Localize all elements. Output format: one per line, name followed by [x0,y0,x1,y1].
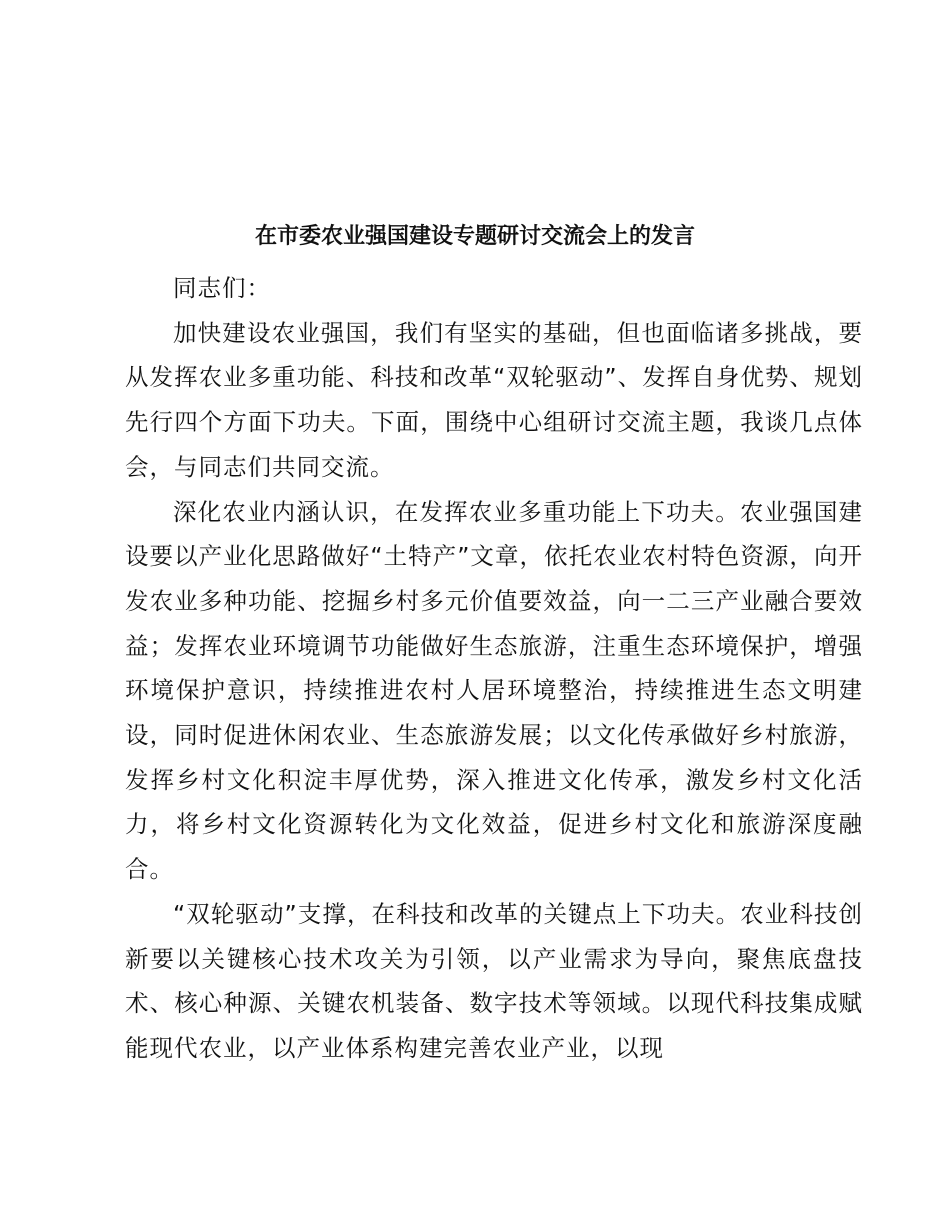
paragraph-2: 深化农业内涵认识，在发挥农业多重功能上下功夫。农业强国建设要以产业化思路做好“土特产”文章，依托农业农村特色资源，向开发农业多种功能、挖掘乡村多元价值要效益，向一二三产业融合要效益；发挥农业环境调节功能做好生态旅游，注重生态环境保护，增强环境保护意识，持续推进农村人居环境整治，持续推进生态文明建设，同时促进休闲农业、生态旅游发展；以文化传承做好乡村旅游，发挥乡村文化积淀丰厚优势，深入推进文化传承，激发乡村文化活力，将乡村文化资源转化为文化效益，促进乡村文化和旅游深度融合。 [125,497,863,884]
document-body [125,266,863,1071]
paragraph-3: “双轮驱动”支撑，在科技和改革的关键点上下功夫。农业科技创新要以关键核心技术攻关为引领，以产业需求为导向，聚焦底盘技术、核心种源、关键农机装备、数字技术等领域。以现代科技集成赋能现代农业，以产业体系构建完善农业产业，以现 [125,899,863,1062]
document-title: 在市委农业强国建设专题研讨交流会上的发言 [254,223,695,249]
paragraph-1: 加快建设农业强国，我们有坚实的基础，但也面临诸多挑战，要从发挥农业多重功能、科技和改革“双轮驱动”、发挥自身优势、规划先行四个方面下功夫。下面，围绕中心组研讨交流主题，我谈几点体会，与同志们共同交流。 [125,318,863,481]
salutation: 同志们： [173,274,271,302]
